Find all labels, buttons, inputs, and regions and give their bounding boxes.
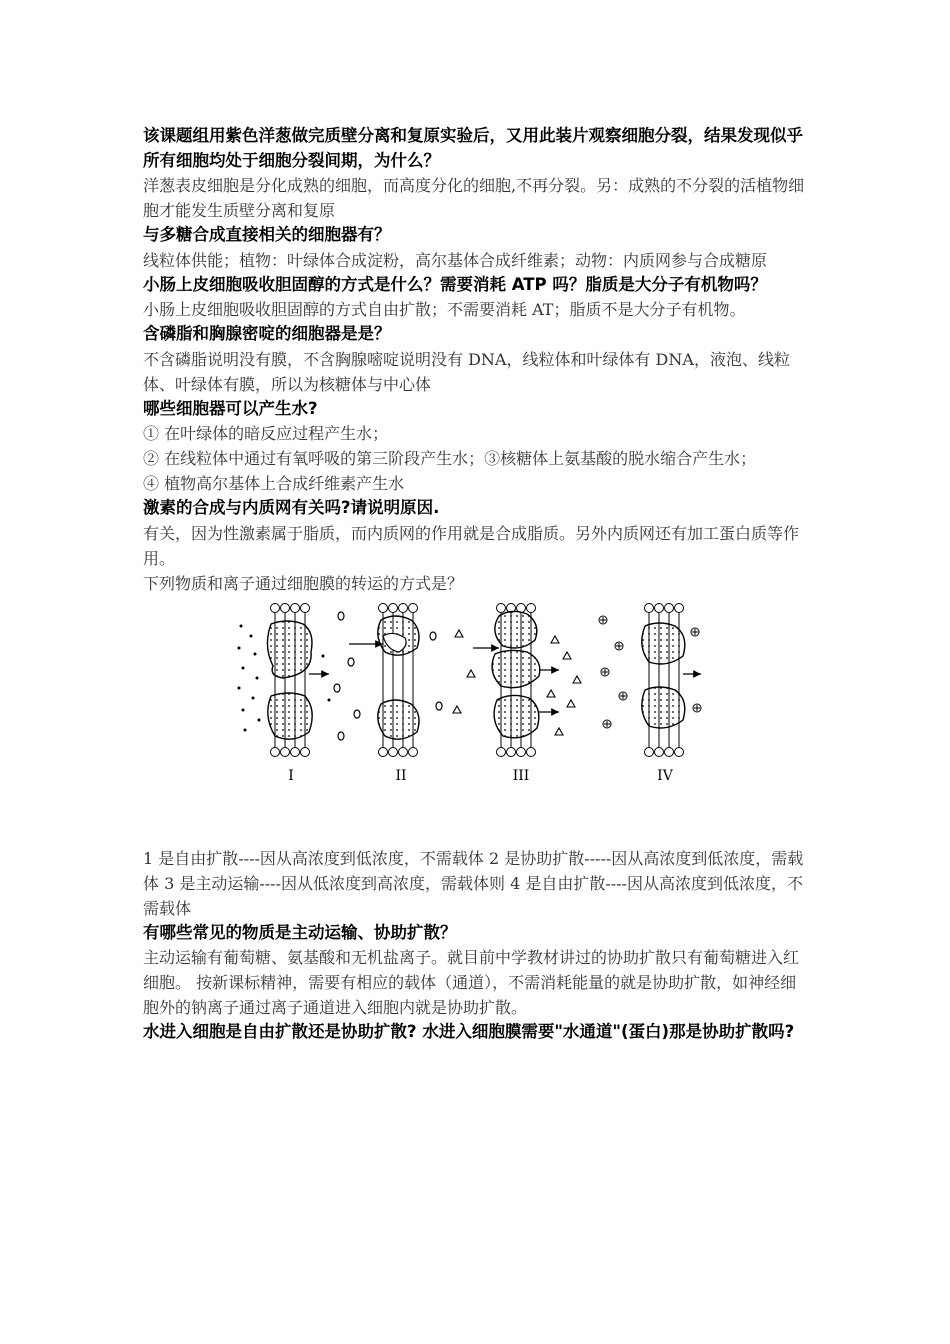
question-2: 与多糖合成直接相关的细胞器有？ — [143, 225, 391, 244]
label-panel-1: I — [288, 767, 294, 784]
question-3: 小肠上皮细胞吸收胆固醇的方式是什么？需要消耗 ATP 吗？脂质是大分子有机物吗？ — [143, 274, 767, 294]
answer-4: 不含磷脂说明没有膜，不含胸腺嘧啶说明没有 DNA，线粒体和叶绿体有 DNA，液泡、线粒体、叶绿体有膜，所以为核糖体与中心体 — [143, 349, 790, 394]
water-item-3: ④ 植物高尔基体上合成纤维素产生水 — [143, 474, 405, 493]
label-panel-2: II — [395, 767, 407, 784]
panel-1 — [238, 603, 331, 756]
water-item-2: ② 在线粒体中通过有氧呼吸的第三阶段产生水；③核糖体上氨基酸的脱水缩合产生水； — [143, 449, 757, 468]
panel-4 — [599, 603, 701, 756]
question-1: 该课题组用紫色洋葱做完质壁分离和复原实验后，又用此装片观察细胞分裂，结果发现似乎所有细胞均处于细胞分裂间期，为什么？ — [143, 126, 803, 170]
label-panel-3: III — [512, 767, 530, 784]
answer-transport: 主动运输有葡萄糖、氨基酸和无机盐离子。就目前中学教材讲过的协助扩散只有葡萄糖进入红细胞。 按新课标精神，需要有相应的载体（通道），不需消耗能量的就是协助扩散，如神经细胞外的钠离子通过离子通道进入细胞内就是协助扩散。 — [143, 948, 800, 1017]
question-4: 含磷脂和胸腺密啶的细胞器是是？ — [143, 324, 391, 343]
water-item-1: ① 在叶绿体的暗反应过程产生水； — [143, 424, 389, 443]
question-transport: 有哪些常见的物质是主动运输、协助扩散？ — [143, 922, 457, 942]
figure-answer: 1 是自由扩散----因从高浓度到低浓度，不需载体 2 是协助扩散-----因从高浓度到低浓度，需载体 3 是主动运输----因从低浓度到高浓度，需载体则 4 是自由扩散----因从高浓度到低浓度，不需载体 — [143, 848, 804, 918]
panel-3 — [453, 603, 581, 756]
figure-intro: 下列物质和离子通过细胞膜的转运的方式是？ — [143, 573, 464, 593]
document-body — [143, 124, 811, 1045]
answer-2: 线粒体供能；植物：叶绿体合成淀粉，高尔基体合成纤维素；动物：内质网参与合成糖原 — [143, 250, 768, 270]
membrane-diagram — [233, 596, 703, 796]
answer-3: 小肠上皮细胞吸收胆固醇的方式自由扩散；不需要消耗 AT；脂质不是大分子有机物。 — [143, 300, 746, 319]
question-water-channel: 水进入细胞是自由扩散还是协助扩散? 水进入细胞膜需要"水通道"(蛋白)那是协助扩散吗? — [143, 1022, 795, 1041]
panel-2 — [334, 603, 442, 756]
membrane-transport-figure — [143, 596, 811, 846]
question-water: 哪些细胞器可以产生水? — [143, 398, 318, 418]
answer-1: 洋葱表皮细胞是分化成熟的细胞，而高度分化的细胞,不再分裂。另：成熟的不分裂的活植物细胞才能发生质壁分离和复原 — [143, 176, 805, 220]
question-hormone: 激素的合成与内质网有关吗?请说明原因. — [143, 498, 440, 517]
label-panel-4: IV — [657, 767, 673, 784]
answer-hormone: 有关，因为性激素属于脂质，而内质网的作用就是合成脂质。另外内质网还有加工蛋白质等作用。 — [143, 523, 800, 568]
